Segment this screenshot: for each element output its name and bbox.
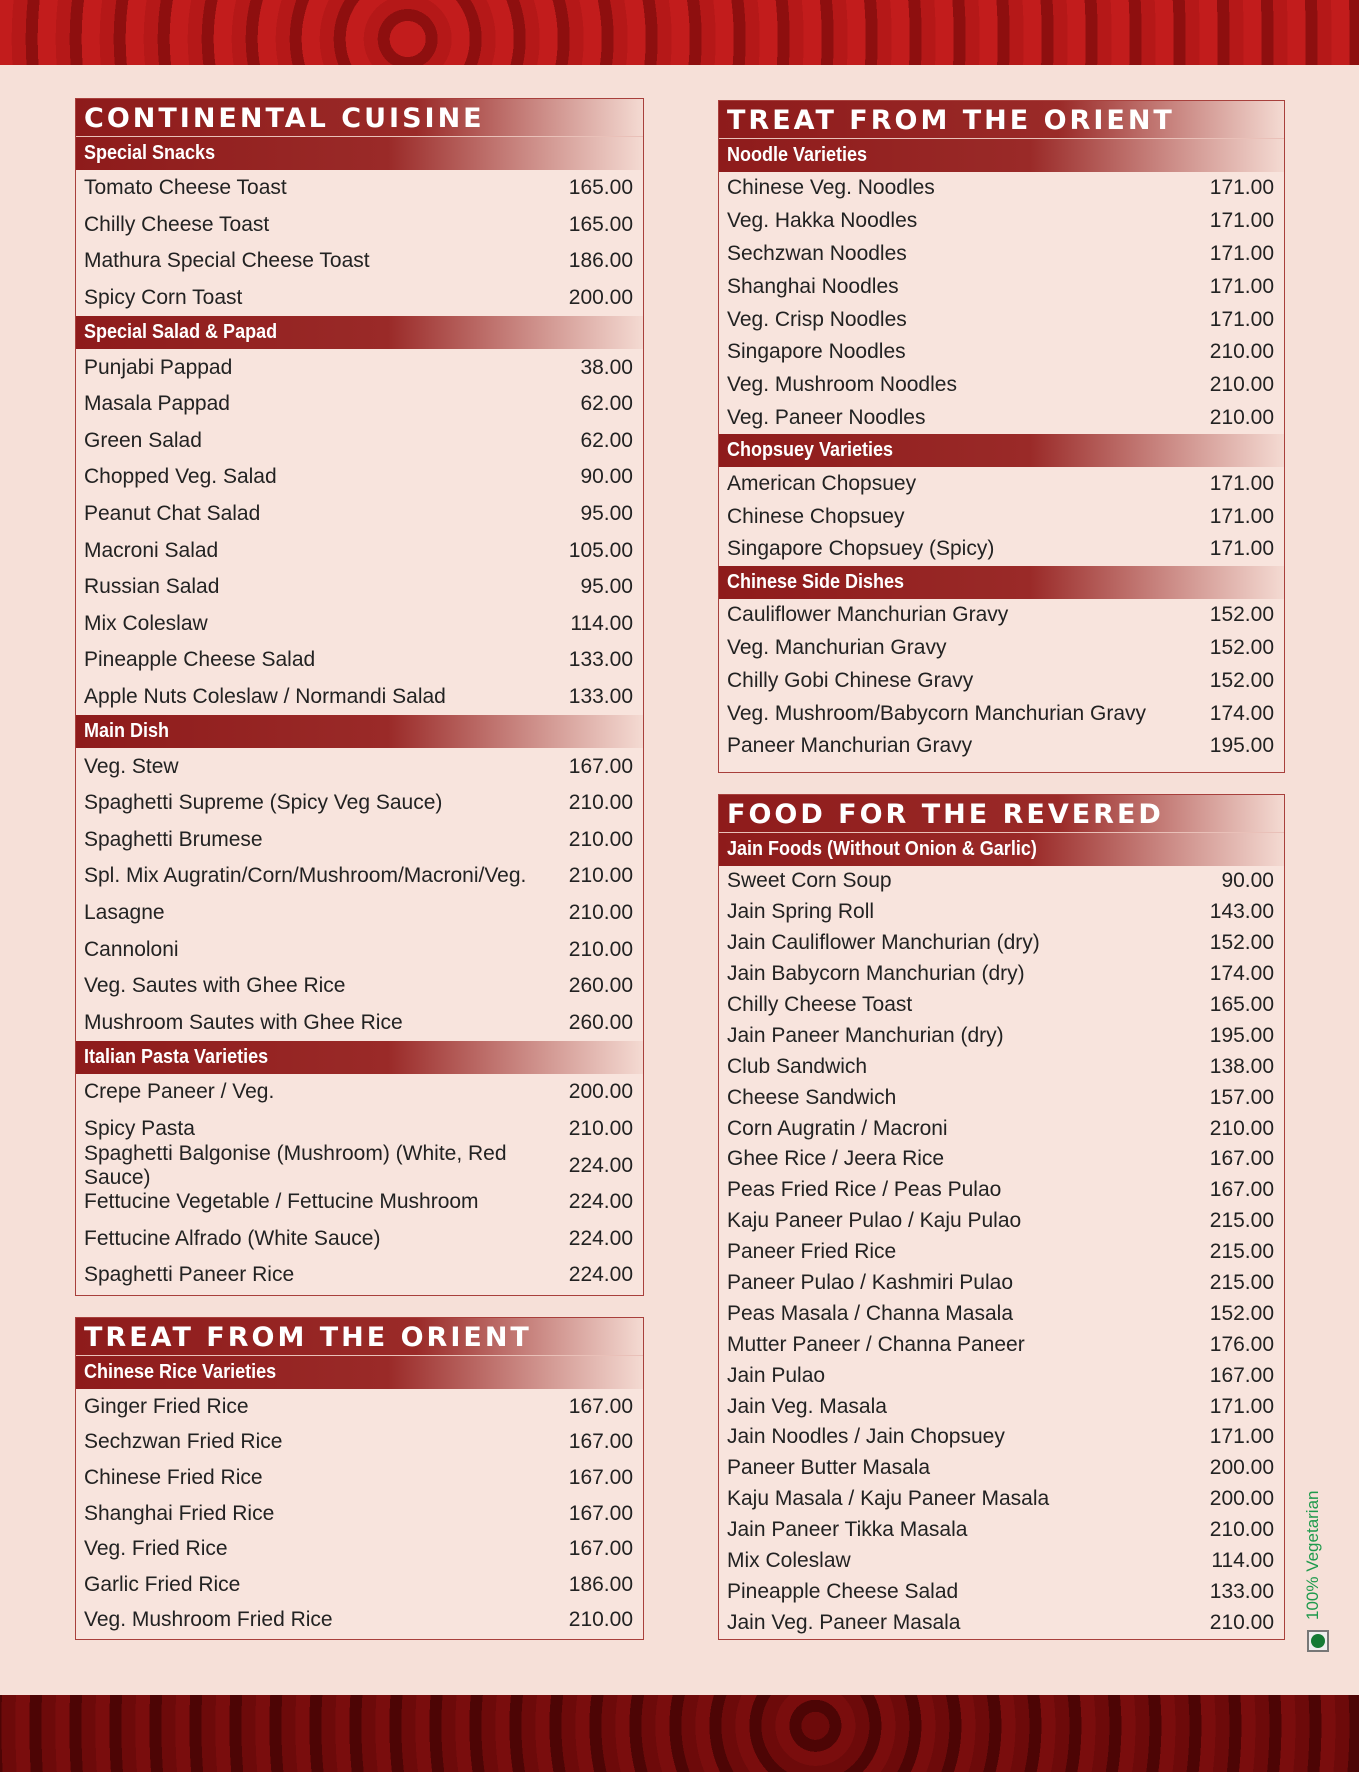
item-price: 167.00 xyxy=(568,1465,633,1489)
menu-item xyxy=(719,1082,1284,1113)
item-price: 138.00 xyxy=(1209,1054,1274,1078)
menu-item xyxy=(719,500,1284,533)
menu-item xyxy=(719,1607,1284,1638)
item-name: Peas Masala / Channa Masala xyxy=(727,1301,1013,1325)
item-price: 165.00 xyxy=(1209,993,1274,1016)
menu-item xyxy=(719,1453,1284,1484)
menu-item xyxy=(719,1051,1284,1082)
menu-item xyxy=(76,280,643,317)
item-price: 210.00 xyxy=(568,791,633,815)
item-price: 95.00 xyxy=(580,575,633,599)
item-price: 224.00 xyxy=(568,1263,633,1287)
item-name: Crepe Paneer / Veg. xyxy=(84,1080,275,1104)
menu-item xyxy=(76,1389,643,1425)
item-price: 171.00 xyxy=(1209,504,1274,528)
item-price: 152.00 xyxy=(1209,668,1274,692)
item-name: Lasagne xyxy=(84,900,165,924)
item-price: 210.00 xyxy=(1209,1610,1274,1634)
item-name: Spicy Corn Toast xyxy=(84,286,243,310)
continental-cuisine-box xyxy=(75,98,644,1296)
menu-item xyxy=(719,1113,1284,1144)
item-name: Kaju Masala / Kaju Paneer Masala xyxy=(727,1487,1050,1511)
item-name: Jain Veg. Masala xyxy=(727,1394,887,1418)
item-name: Sechzwan Noodles xyxy=(727,241,907,265)
menu-item xyxy=(76,170,643,207)
item-name: Pineapple Cheese Salad xyxy=(84,648,316,672)
section-header xyxy=(76,1041,643,1074)
menu-item xyxy=(719,533,1284,566)
menu-item xyxy=(719,866,1284,897)
item-price: 171.00 xyxy=(1209,209,1274,233)
item-price: 210.00 xyxy=(568,937,633,961)
menu-item xyxy=(76,386,643,423)
item-price: 152.00 xyxy=(1209,1301,1274,1325)
menu-item xyxy=(719,1422,1284,1453)
item-name: Peas Fried Rice / Peas Pulao xyxy=(727,1178,1002,1202)
menu-item xyxy=(76,968,643,1005)
item-name: Ginger Fried Rice xyxy=(84,1394,249,1418)
box-title: TREAT FROM THE ORIENT xyxy=(76,1318,643,1356)
item-price: 174.00 xyxy=(1209,701,1274,725)
item-name: Veg. Manchurian Gravy xyxy=(727,635,947,659)
item-price: 210.00 xyxy=(1209,1518,1274,1542)
item-name: Veg. Hakka Noodles xyxy=(727,209,918,233)
menu-item xyxy=(719,1298,1284,1329)
menu-item xyxy=(719,1237,1284,1268)
item-price: 224.00 xyxy=(568,1190,633,1214)
section-header xyxy=(76,1356,643,1389)
item-name: Punjabi Pappad xyxy=(84,355,233,379)
item-price: 210.00 xyxy=(568,864,633,888)
item-name: Jain Noodles / Jain Chopsuey xyxy=(727,1425,1005,1449)
menu-item xyxy=(76,1074,643,1111)
item-price: 260.00 xyxy=(568,974,633,998)
item-price: 224.00 xyxy=(568,1153,633,1177)
item-price: 167.00 xyxy=(568,1537,633,1561)
item-name: Veg. Sautes with Ghee Rice xyxy=(84,974,346,998)
menu-item xyxy=(719,1576,1284,1607)
menu-item xyxy=(76,679,643,716)
menu-item xyxy=(76,642,643,679)
item-price: 133.00 xyxy=(568,685,633,709)
item-name: Mix Coleslaw xyxy=(84,611,208,635)
item-price: 200.00 xyxy=(1209,1456,1274,1480)
item-name: Masala Pappad xyxy=(84,392,230,416)
menu-item xyxy=(719,959,1284,990)
menu-item xyxy=(76,858,643,895)
item-name: Garlic Fried Rice xyxy=(84,1572,241,1596)
vegetarian-badge xyxy=(1303,1470,1333,1670)
item-price: 167.00 xyxy=(568,754,633,778)
item-name: Chinese Chopsuey xyxy=(727,504,905,528)
menu-item xyxy=(719,336,1284,369)
item-price: 171.00 xyxy=(1209,274,1274,298)
orient-noodles-box xyxy=(718,100,1285,773)
section-header xyxy=(76,715,643,748)
menu-item xyxy=(719,897,1284,928)
item-name: Cauliflower Manchurian Gravy xyxy=(727,603,1009,627)
section-title: Jain Foods (Without Onion & Garlic) xyxy=(727,838,1037,860)
item-price: 105.00 xyxy=(568,538,633,562)
item-price: 90.00 xyxy=(580,465,633,489)
menu-item xyxy=(76,569,643,606)
menu-item xyxy=(719,730,1284,763)
menu-item xyxy=(76,895,643,932)
box-title: CONTINENTAL CUISINE xyxy=(76,99,643,137)
item-price: 210.00 xyxy=(568,827,633,851)
item-price: 224.00 xyxy=(568,1226,633,1250)
item-price: 210.00 xyxy=(1209,405,1274,429)
menu-item xyxy=(719,1515,1284,1546)
item-name: Shanghai Fried Rice xyxy=(84,1501,275,1525)
item-name: Singapore Chopsuey (Spicy) xyxy=(727,537,995,561)
menu-item xyxy=(719,1144,1284,1175)
item-name: Spaghetti Balgonise (Mushroom) (White, Red Sauce) xyxy=(84,1141,507,1189)
item-price: 210.00 xyxy=(568,1116,633,1140)
box-title: TREAT FROM THE ORIENT xyxy=(719,101,1284,139)
veg-mark-icon xyxy=(1307,1630,1329,1652)
item-price: 186.00 xyxy=(568,249,633,273)
item-price: 165.00 xyxy=(568,212,633,236)
menu-item xyxy=(76,1531,643,1567)
item-price: 152.00 xyxy=(1209,603,1274,627)
item-price: 167.00 xyxy=(1209,1178,1274,1202)
food-for-revered-box xyxy=(718,794,1285,1640)
item-name: Tomato Cheese Toast xyxy=(84,176,287,200)
menu-item xyxy=(719,1360,1284,1391)
menu-item xyxy=(719,664,1284,697)
menu-item xyxy=(719,928,1284,959)
menu-item xyxy=(76,606,643,643)
menu-item xyxy=(76,1603,643,1639)
item-name: Peanut Chat Salad xyxy=(84,502,261,526)
item-name: Green Salad xyxy=(84,428,202,452)
decorative-bottom-band xyxy=(0,1695,1359,1772)
menu-item xyxy=(719,1484,1284,1515)
item-price: 143.00 xyxy=(1209,900,1274,924)
menu-item xyxy=(76,532,643,569)
menu-item xyxy=(719,1391,1284,1422)
menu-item xyxy=(719,697,1284,730)
section-title: Italian Pasta Varieties xyxy=(84,1046,269,1069)
item-price: 62.00 xyxy=(580,428,633,452)
menu-item xyxy=(76,1141,643,1189)
menu-item xyxy=(76,931,643,968)
menu-item xyxy=(76,1567,643,1603)
section-header xyxy=(719,139,1284,172)
section-header xyxy=(719,434,1284,467)
menu-item xyxy=(719,1175,1284,1206)
item-name: Jain Cauliflower Manchurian (dry) xyxy=(727,931,1040,955)
item-price: 152.00 xyxy=(1209,635,1274,659)
item-price: 210.00 xyxy=(1209,373,1274,397)
item-name: Chilly Cheese Toast xyxy=(84,212,270,236)
menu-item xyxy=(719,1020,1284,1051)
section-header xyxy=(719,566,1284,599)
item-name: Jain Babycorn Manchurian (dry) xyxy=(727,962,1025,986)
item-price: 114.00 xyxy=(1211,1549,1274,1573)
item-price: 210.00 xyxy=(1209,1116,1274,1140)
orient-rice-box xyxy=(75,1317,644,1640)
menu-item xyxy=(76,1496,643,1532)
item-price: 90.00 xyxy=(1221,869,1274,893)
menu-item xyxy=(76,243,643,280)
section-title: Chopsuey Varieties xyxy=(727,439,894,462)
menu-item xyxy=(76,349,643,386)
item-price: 167.00 xyxy=(568,1394,633,1418)
item-price: 174.00 xyxy=(1209,962,1274,986)
menu-item xyxy=(719,599,1284,632)
section-header xyxy=(719,833,1284,866)
item-price: 171.00 xyxy=(1209,1425,1274,1449)
menu-item xyxy=(76,423,643,460)
item-name: Mushroom Sautes with Ghee Rice xyxy=(84,1010,403,1034)
item-name: Jain Veg. Paneer Masala xyxy=(727,1610,961,1634)
item-price: 215.00 xyxy=(1209,1240,1274,1264)
item-name: Kaju Paneer Pulao / Kaju Pulao xyxy=(727,1209,1022,1233)
section-title: Chinese Side Dishes xyxy=(727,570,905,593)
menu-item xyxy=(719,1268,1284,1299)
item-name: Chilly Gobi Chinese Gravy xyxy=(727,668,974,692)
item-name: Spl. Mix Augratin/Corn/Mushroom/Macroni/Veg. xyxy=(84,864,527,888)
item-name: Spaghetti Paneer Rice xyxy=(84,1263,295,1287)
item-price: 171.00 xyxy=(1209,1394,1274,1418)
menu-item xyxy=(719,1329,1284,1360)
item-name: Spaghetti Supreme (Spicy Veg Sauce) xyxy=(84,791,443,815)
item-price: 171.00 xyxy=(1209,176,1274,200)
item-name: Ghee Rice / Jeera Rice xyxy=(727,1147,945,1171)
item-name: Mathura Special Cheese Toast xyxy=(84,249,370,273)
menu-item xyxy=(719,402,1284,435)
item-name: Fettucine Vegetable / Fettucine Mushroom xyxy=(84,1190,479,1214)
item-name: Sechzwan Fried Rice xyxy=(84,1430,283,1454)
item-price: 260.00 xyxy=(568,1010,633,1034)
item-name: Singapore Noodles xyxy=(727,340,906,364)
item-name: Chinese Veg. Noodles xyxy=(727,176,935,200)
item-name: American Chopsuey xyxy=(727,471,917,495)
menu-item xyxy=(76,1004,643,1041)
item-name: Mix Coleslaw xyxy=(727,1549,851,1573)
item-name: Veg. Stew xyxy=(84,754,179,778)
menu-item xyxy=(719,1546,1284,1577)
item-price: 200.00 xyxy=(568,1080,633,1104)
item-name: Veg. Crisp Noodles xyxy=(727,307,907,331)
item-price: 171.00 xyxy=(1209,537,1274,561)
item-name: Corn Augratin / Macroni xyxy=(727,1116,948,1140)
item-name: Club Sandwich xyxy=(727,1054,868,1078)
item-price: 171.00 xyxy=(1209,471,1274,495)
item-name: Spaghetti Brumese xyxy=(84,827,263,851)
menu-item xyxy=(719,632,1284,665)
item-price: 215.00 xyxy=(1209,1271,1274,1295)
item-name: Chilly Cheese Toast xyxy=(727,993,913,1016)
item-name: Jain Pulao xyxy=(727,1363,826,1387)
item-price: 210.00 xyxy=(568,900,633,924)
item-name: Pineapple Cheese Salad xyxy=(727,1579,959,1603)
menu-item xyxy=(76,496,643,533)
item-name: Mutter Paneer / Channa Paneer xyxy=(727,1332,1025,1356)
menu-item xyxy=(719,172,1284,205)
item-price: 195.00 xyxy=(1209,1023,1274,1047)
item-name: Russian Salad xyxy=(84,575,220,599)
menu-item xyxy=(76,207,643,244)
item-name: Paneer Fried Rice xyxy=(727,1240,897,1264)
item-price: 171.00 xyxy=(1209,307,1274,331)
item-price: 95.00 xyxy=(580,502,633,526)
menu-item xyxy=(76,748,643,785)
item-name: Fettucine Alfrado (White Sauce) xyxy=(84,1226,381,1250)
item-price: 210.00 xyxy=(568,1608,633,1632)
menu-item xyxy=(719,205,1284,238)
section-header xyxy=(76,316,643,349)
menu-item xyxy=(76,1257,643,1294)
item-name: Veg. Mushroom Noodles xyxy=(727,373,957,397)
box-title: FOOD FOR THE REVERED xyxy=(719,795,1284,833)
menu-item xyxy=(719,303,1284,336)
menu-item xyxy=(719,467,1284,500)
decorative-top-band xyxy=(0,0,1359,65)
section-title: Special Snacks xyxy=(84,142,216,164)
item-name: Shanghai Noodles xyxy=(727,274,899,298)
section-header xyxy=(76,137,643,170)
item-price: 152.00 xyxy=(1209,931,1274,955)
menu-item xyxy=(76,1425,643,1461)
item-name: Cannoloni xyxy=(84,937,179,961)
item-price: 38.00 xyxy=(580,355,633,379)
section-title: Special Salad & Papad xyxy=(84,321,278,344)
item-name: Veg. Fried Rice xyxy=(84,1537,228,1561)
item-price: 195.00 xyxy=(1209,734,1274,758)
item-name: Sweet Corn Soup xyxy=(727,869,892,893)
menu-item xyxy=(76,459,643,496)
item-price: 215.00 xyxy=(1209,1209,1274,1233)
item-price: 167.00 xyxy=(1209,1363,1274,1387)
item-name: Veg. Mushroom Fried Rice xyxy=(84,1608,333,1632)
item-name: Veg. Mushroom/Babycorn Manchurian Gravy xyxy=(727,701,1147,725)
item-name: Spicy Pasta xyxy=(84,1116,195,1140)
item-name: Paneer Pulao / Kashmiri Pulao xyxy=(727,1271,1013,1295)
item-price: 200.00 xyxy=(1209,1487,1274,1511)
item-price: 176.00 xyxy=(1209,1332,1274,1356)
section-title: Chinese Rice Varieties xyxy=(84,1361,277,1383)
menu-item xyxy=(719,270,1284,303)
item-price: 167.00 xyxy=(1209,1147,1274,1171)
item-price: 165.00 xyxy=(568,176,633,200)
item-price: 167.00 xyxy=(568,1430,633,1454)
item-name: Macroni Salad xyxy=(84,538,219,562)
menu-item xyxy=(76,1460,643,1496)
item-name: Chopped Veg. Salad xyxy=(84,465,277,489)
menu-item xyxy=(719,1206,1284,1237)
item-name: Cheese Sandwich xyxy=(727,1085,897,1109)
menu-item xyxy=(719,238,1284,271)
item-name: Jain Spring Roll xyxy=(727,900,875,924)
item-name: Chinese Fried Rice xyxy=(84,1465,263,1489)
vegetarian-label: 100% Vegetarian xyxy=(1303,1490,1322,1620)
item-price: 210.00 xyxy=(1209,340,1274,364)
menu-item xyxy=(719,369,1284,402)
item-price: 167.00 xyxy=(568,1501,633,1525)
item-price: 133.00 xyxy=(1209,1579,1274,1603)
menu-item xyxy=(76,785,643,822)
item-name: Paneer Butter Masala xyxy=(727,1456,931,1480)
section-title: Noodle Varieties xyxy=(727,144,868,166)
item-name: Jain Paneer Tikka Masala xyxy=(727,1518,968,1542)
item-price: 157.00 xyxy=(1209,1085,1274,1109)
item-price: 114.00 xyxy=(570,611,633,635)
item-name: Jain Paneer Manchurian (dry) xyxy=(727,1023,1004,1047)
item-name: Paneer Manchurian Gravy xyxy=(727,734,973,758)
menu-item xyxy=(76,822,643,859)
item-price: 62.00 xyxy=(580,392,633,416)
section-title: Main Dish xyxy=(84,720,170,743)
item-price: 133.00 xyxy=(568,648,633,672)
item-name: Apple Nuts Coleslaw / Normandi Salad xyxy=(84,685,446,709)
item-name: Veg. Paneer Noodles xyxy=(727,405,926,429)
item-price: 171.00 xyxy=(1209,241,1274,265)
menu-item xyxy=(76,1220,643,1257)
item-price: 200.00 xyxy=(568,286,633,310)
item-price: 186.00 xyxy=(568,1572,633,1596)
menu-item xyxy=(719,990,1284,1021)
